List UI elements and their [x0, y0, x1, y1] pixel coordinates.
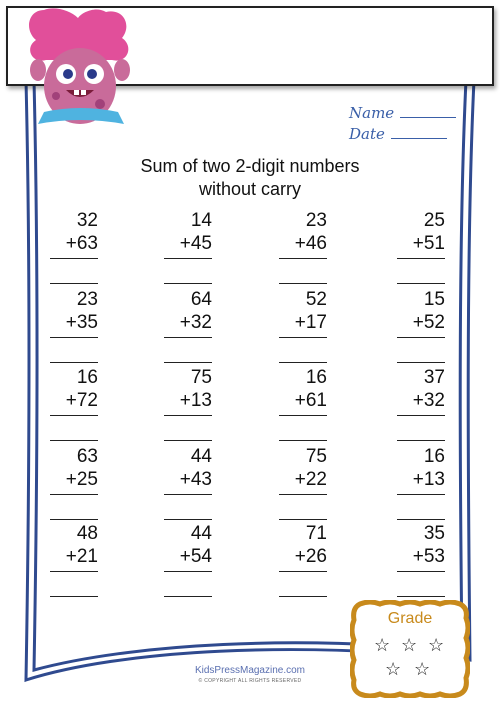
sum-bar [397, 494, 445, 495]
name-line [400, 105, 456, 118]
answer-line[interactable] [50, 362, 98, 363]
addend-bottom: +54 [179, 546, 212, 567]
addend-bottom: +26 [294, 546, 327, 567]
addition-problem [395, 446, 445, 520]
worksheet-title: Sum of two 2-digit numbers [140, 156, 360, 176]
addend-bottom: +53 [412, 546, 445, 567]
answer-line[interactable] [397, 519, 445, 520]
pink-monster-icon [20, 8, 138, 132]
answer-line[interactable] [279, 519, 327, 520]
star-outline-icon: ☆ [401, 635, 418, 655]
addend-bottom: +32 [412, 390, 445, 411]
addend-bottom: +35 [65, 312, 98, 333]
addend-bottom: +51 [412, 233, 445, 254]
addend-bottom: +13 [179, 390, 212, 411]
sum-bar [50, 337, 98, 338]
addend-top: 15 [423, 289, 445, 310]
addend-top: 16 [76, 367, 98, 388]
addition-problem [48, 289, 98, 363]
addend-bottom: +61 [294, 390, 327, 411]
sum-bar [279, 571, 327, 572]
addend-top: 64 [190, 289, 212, 310]
addition-problem [48, 367, 98, 441]
sum-bar [164, 258, 212, 259]
sum-bar [397, 571, 445, 572]
addend-top: 37 [423, 367, 445, 388]
addition-problem [48, 210, 98, 284]
addend-top: 52 [305, 289, 327, 310]
addition-problem [277, 523, 327, 597]
addition-problem [277, 289, 327, 363]
addend-top: 48 [76, 523, 98, 544]
date-field[interactable] [349, 125, 459, 143]
sum-bar [50, 571, 98, 572]
date-line [391, 126, 447, 139]
addition-problem [162, 523, 212, 597]
addend-top: 75 [305, 446, 327, 467]
addition-problem [395, 210, 445, 284]
answer-line[interactable] [397, 440, 445, 441]
addition-problem [277, 210, 327, 284]
footer-copyright: © COPYRIGHT ALL RIGHTS RESERVED [198, 678, 302, 684]
addend-top: 44 [190, 523, 212, 544]
addend-top: 23 [76, 289, 98, 310]
addition-problem [277, 367, 327, 441]
answer-line[interactable] [164, 440, 212, 441]
answer-line[interactable] [279, 596, 327, 597]
addend-bottom: +46 [294, 233, 327, 254]
answer-line[interactable] [50, 283, 98, 284]
sum-bar [397, 415, 445, 416]
sum-bar [397, 258, 445, 259]
sum-bar [164, 494, 212, 495]
addition-problem [162, 210, 212, 284]
answer-line[interactable] [164, 596, 212, 597]
star-outline-icon: ☆ [385, 659, 402, 679]
sum-bar [164, 571, 212, 572]
sum-bar [50, 415, 98, 416]
star-outline-icon: ☆ [428, 635, 445, 655]
addend-bottom: +52 [412, 312, 445, 333]
addend-bottom: +63 [65, 233, 98, 254]
grade-label: Grade [387, 610, 433, 627]
addend-top: 25 [423, 210, 445, 231]
addend-bottom: +21 [65, 546, 98, 567]
answer-line[interactable] [164, 519, 212, 520]
addend-top: 14 [190, 210, 212, 231]
name-field[interactable] [349, 104, 459, 122]
addend-bottom: +45 [179, 233, 212, 254]
answer-line[interactable] [397, 283, 445, 284]
answer-line[interactable] [397, 362, 445, 363]
addition-problem [162, 367, 212, 441]
sum-bar [279, 415, 327, 416]
name-label: Name [349, 104, 395, 122]
answer-line[interactable] [164, 283, 212, 284]
addend-top: 35 [423, 523, 445, 544]
worksheet-subtitle: without carry [198, 179, 302, 199]
addend-bottom: +72 [65, 390, 98, 411]
answer-line[interactable] [50, 440, 98, 441]
addend-top: 23 [305, 210, 327, 231]
sum-bar [50, 258, 98, 259]
sum-bar [164, 415, 212, 416]
sum-bar [50, 494, 98, 495]
addend-bottom: +22 [294, 469, 327, 490]
addend-top: 75 [190, 367, 212, 388]
star-outline-icon: ☆ [414, 659, 431, 679]
addend-bottom: +43 [179, 469, 212, 490]
addition-problem [48, 446, 98, 520]
addend-top: 16 [305, 367, 327, 388]
addition-problem [395, 523, 445, 597]
addend-top: 71 [305, 523, 327, 544]
date-label: Date [349, 125, 385, 143]
answer-line[interactable] [279, 362, 327, 363]
sum-bar [279, 494, 327, 495]
addend-bottom: +25 [65, 469, 98, 490]
sum-bar [279, 337, 327, 338]
answer-line[interactable] [50, 596, 98, 597]
star-outline-icon: ☆ [374, 635, 391, 655]
addition-problem [162, 289, 212, 363]
answer-line[interactable] [279, 440, 327, 441]
sum-bar [279, 258, 327, 259]
addend-top: 63 [76, 446, 98, 467]
footer-brand: KidsPressMagazine.com [194, 665, 306, 676]
addend-bottom: +17 [294, 312, 327, 333]
addend-top: 44 [190, 446, 212, 467]
sum-bar [397, 337, 445, 338]
addend-bottom: +13 [412, 469, 445, 490]
addition-problem [395, 289, 445, 363]
answer-line[interactable] [164, 362, 212, 363]
answer-line[interactable] [279, 283, 327, 284]
sum-bar [164, 337, 212, 338]
addition-problem [395, 367, 445, 441]
addend-bottom: +32 [179, 312, 212, 333]
addition-problem [277, 446, 327, 520]
grade-box [350, 600, 470, 698]
addend-top: 32 [76, 210, 98, 231]
answer-line[interactable] [397, 596, 445, 597]
answer-line[interactable] [50, 519, 98, 520]
addend-top: 16 [423, 446, 445, 467]
addition-problem [162, 446, 212, 520]
addition-problem [48, 523, 98, 597]
